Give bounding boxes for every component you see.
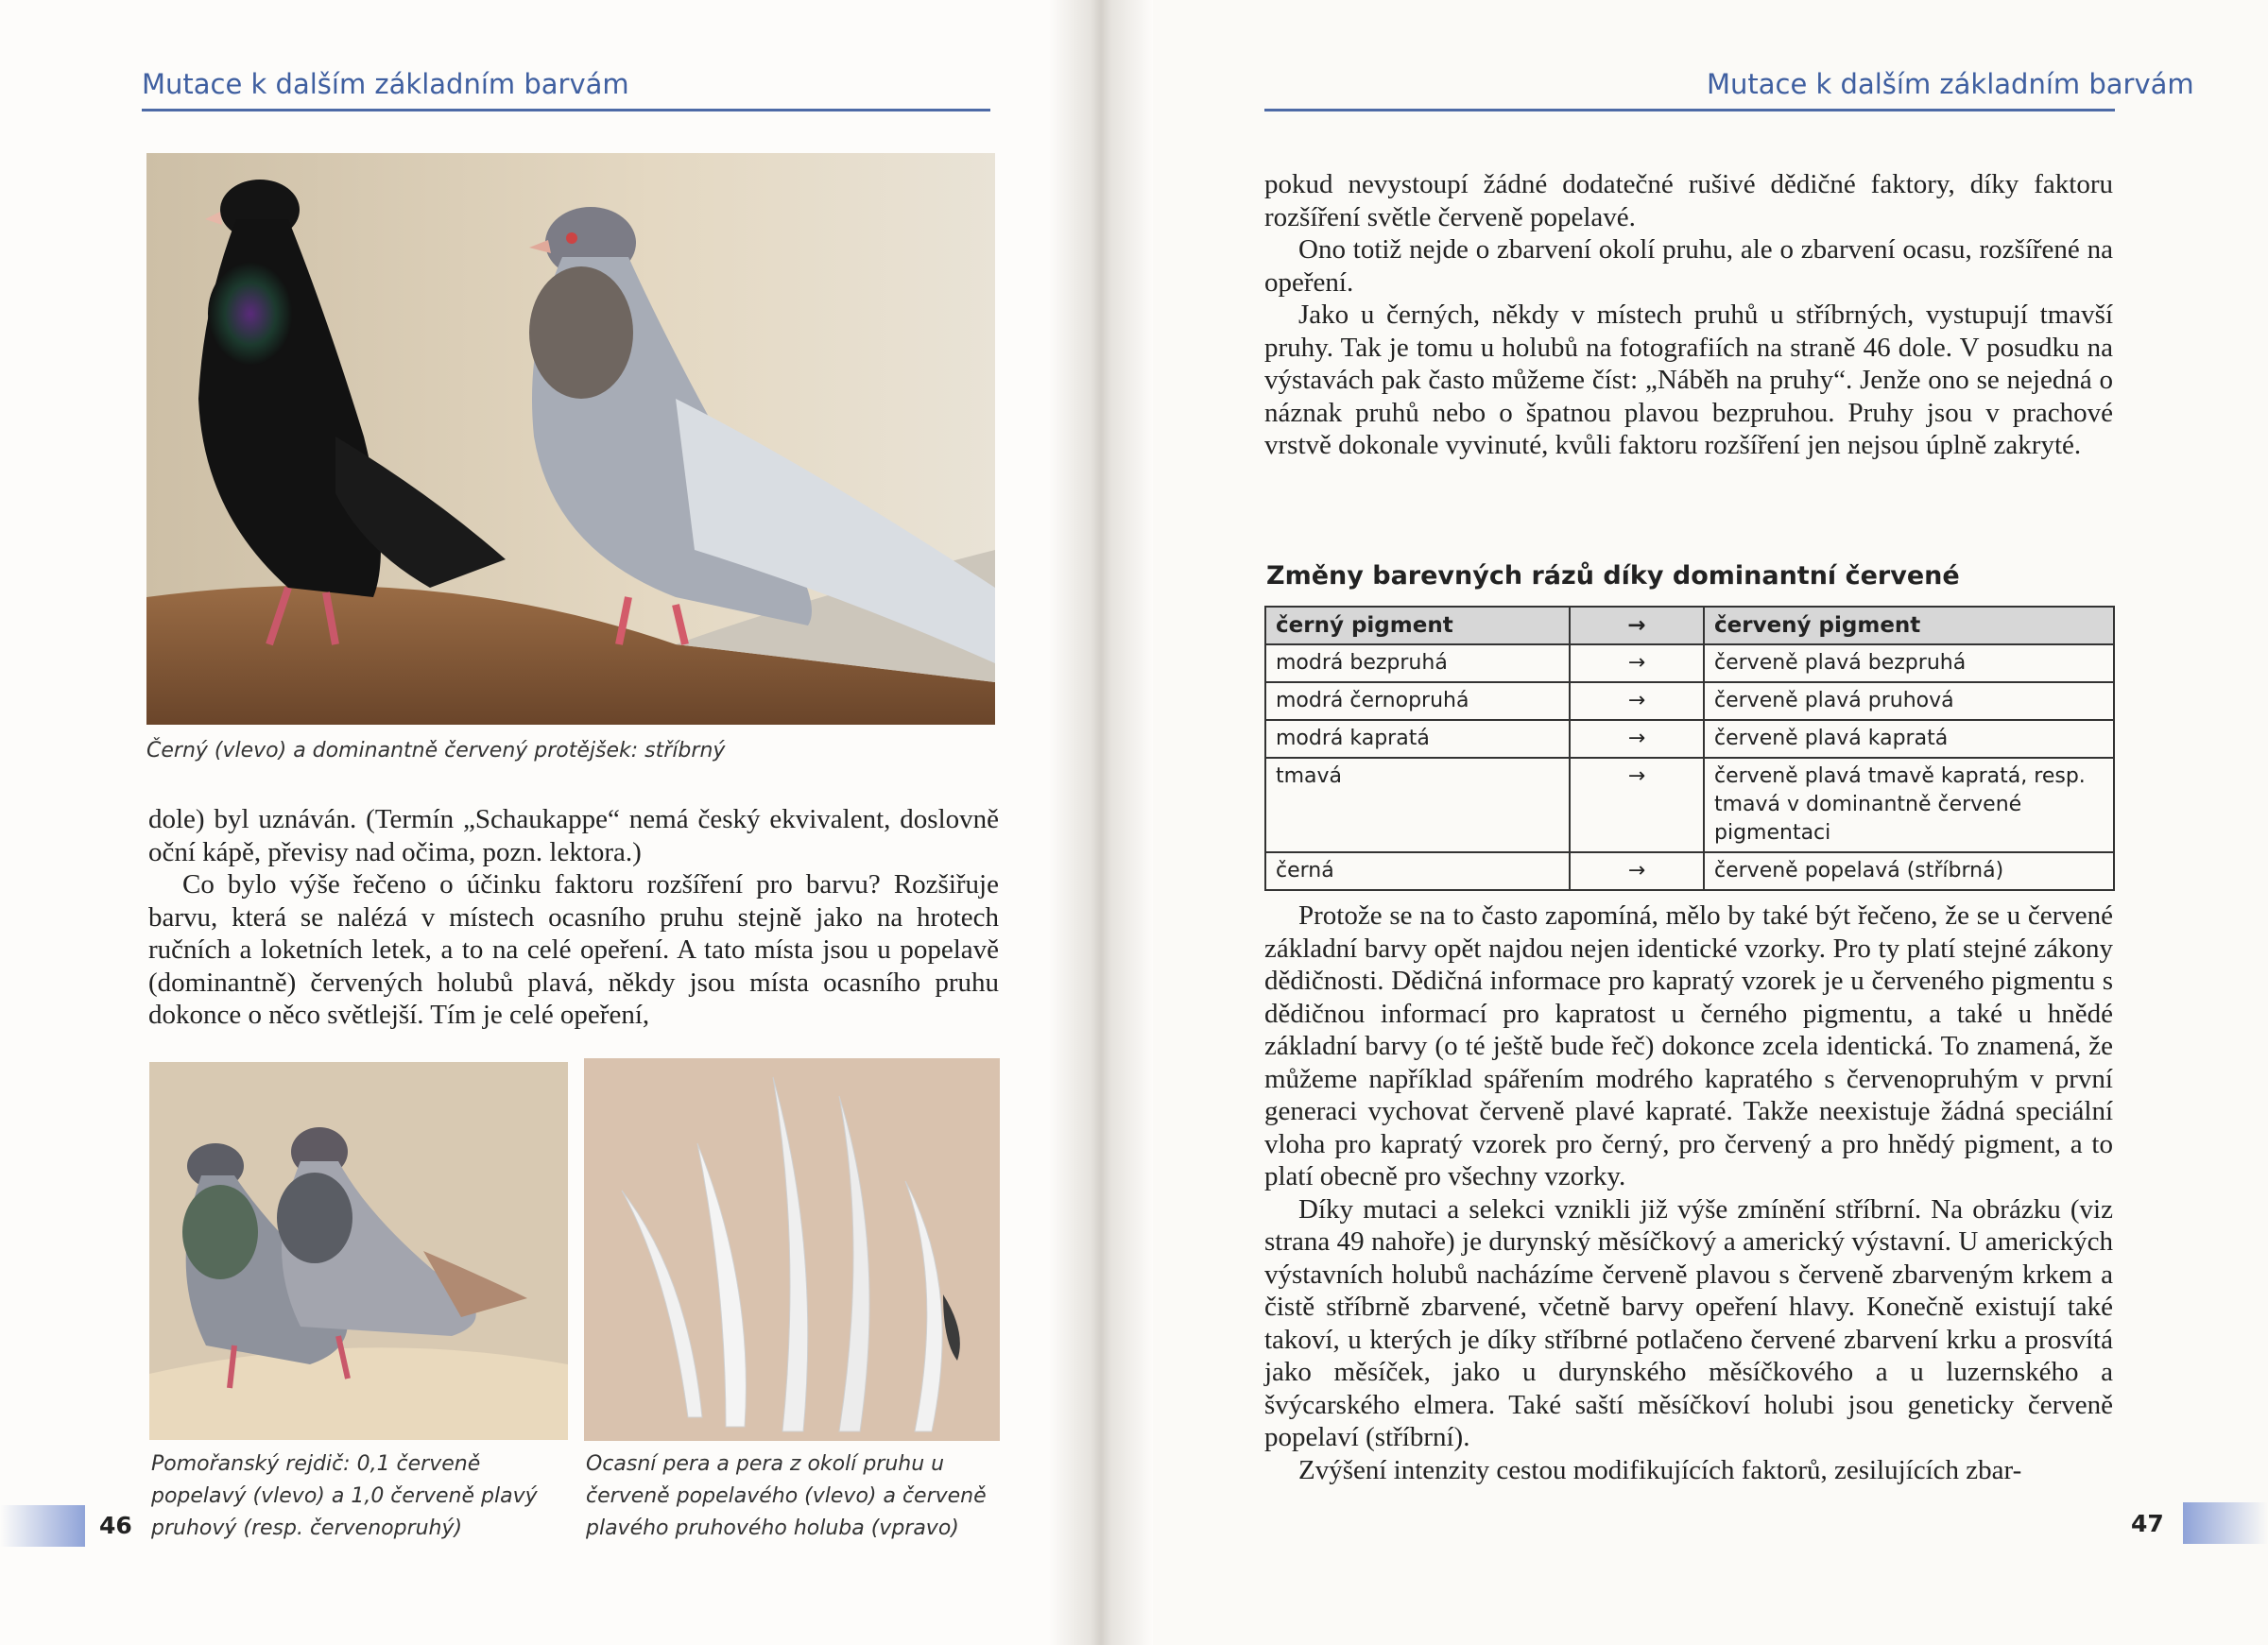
table-cell: modrá bezpruhá (1265, 644, 1570, 682)
arrow-icon: → (1570, 852, 1704, 890)
left-running-head: Mutace k dalším základním barvám (142, 68, 629, 100)
left-paragraph-2: Co bylo výše řečeno o účinku faktoru rozšíření pro barvu? Rozšiřuje barvu, která se nalézá v místech ocasního pruhu stejně jako na hrotech ručních a loketních letek, a to na celé opeření. A tato místa jsou u popelavě (dominantně) červených holubů plavá, někdy jsou místa ocasního pruhu dokonce o něco světlejší. Tím je celé opeření, (148, 869, 999, 1030)
right-paragraph-5: Díky mutaci a selekci vznikli již výše zmínění stříbrní. Na obrázku (viz strana 49 nahoře) je durynský měsíčkový a americký výstavní. U amerických výstavních holubů nacházíme červeně plavou s červeně zbarveným krkem a čistě stříbrně zbarvené, včetně barvy opeření hlavy. Konečně existují také takoví, u kterých je díky stříbrné potlačeno červené zbarvení krku a prosvítá jako měsíček, jako u durynského měsíčkového a u luzernského a švýcarského elmera. Také saští měsíčkoví holubi jsou geneticky červeně popelaví (stříbrní). (1264, 1193, 2113, 1452)
photo-tail-feathers-illustration (584, 1058, 1000, 1441)
caption-bottom-right-photo: Ocasní pera a pera z okolí pruhu u červeně popelavého (vlevo) a červeně plavého pruhového holuba (vpravo) (586, 1452, 987, 1540)
photo-pomeranian-pigeons (149, 1062, 568, 1440)
right-body-text-top (1264, 168, 2113, 462)
right-page (1087, 0, 2268, 1645)
table-header-red-pigment: červený pigment (1704, 607, 2114, 644)
left-paragraph-1: dole) byl uznáván. (Termín „Schaukappe“ nemá český ekvivalent, doslovně oční kápě, převisy nad očima, pozn. lektora.) (148, 804, 999, 867)
arrow-icon: → (1570, 720, 1704, 758)
table-cell: červeně plavá bezpruhá (1704, 644, 2114, 682)
table-header-black-pigment: černý pigment (1265, 607, 1570, 644)
left-body-text (148, 803, 999, 1032)
left-page (0, 0, 1087, 1645)
table-row (1265, 720, 2114, 758)
section-title: Změny barevných rázů díky dominantní červené (1266, 561, 1960, 591)
table-row (1265, 852, 2114, 890)
caption-bottom-left-photo: Pomořanský rejdič: 0,1 červeně popelavý (vlevo) a 1,0 červeně plavý pruhový (resp. červenopruhý) (151, 1452, 538, 1540)
table-cell: černá (1265, 852, 1570, 890)
arrow-icon: → (1570, 758, 1704, 852)
table-row (1265, 682, 2114, 720)
right-page-tab-mark (2183, 1502, 2268, 1544)
table-cell: modrá černopruhá (1265, 682, 1570, 720)
right-paragraph-6: Zvýšení intenzity cestou modifikujících faktorů, zesilujících zbar- (1298, 1454, 2022, 1485)
table-cell: červeně plavá tmavě kapratá, resp. tmavá v dominantně červené pigmentaci (1704, 758, 2114, 852)
arrow-icon: → (1570, 644, 1704, 682)
arrow-icon: → (1570, 682, 1704, 720)
right-body-text-bottom (1264, 900, 2113, 1486)
right-running-head: Mutace k dalším základním barvám (1707, 68, 2194, 100)
table-cell: modrá kapratá (1265, 720, 1570, 758)
right-paragraph-2: Ono totiž nejde o zbarvení okolí pruhu, ale o zbarvení ocasu, rozšířené na opeření. (1264, 234, 2113, 298)
right-head-rule (1264, 109, 2115, 111)
photo-tail-feathers (584, 1058, 1000, 1441)
caption-top-photo: Černý (vlevo) a dominantně červený protějšek: stříbrný (146, 739, 726, 763)
table-cell: červeně plavá pruhová (1704, 682, 2114, 720)
photo-black-and-silver-pigeons (146, 153, 995, 725)
table-cell: červeně plavá kapratá (1704, 720, 2114, 758)
left-page-tab-mark (0, 1505, 85, 1547)
table-row (1265, 758, 2114, 852)
table-cell: tmavá (1265, 758, 1570, 852)
table-header-row (1265, 607, 2114, 644)
left-page-number: 46 (99, 1512, 132, 1539)
photo-pomeranian-pigeons-illustration (149, 1062, 568, 1440)
right-page-number: 47 (2131, 1510, 2164, 1537)
table-header-arrow: → (1570, 607, 1704, 644)
right-paragraph-1: pokud nevystoupí žádné dodatečné rušivé dědičné faktory, díky faktoru rozšíření světle červeně popelavé. (1264, 169, 2113, 232)
right-paragraph-3: Jako u černých, někdy v místech pruhů u stříbrných, vystupují tmavší pruhy. Tak je tomu u holubů na fotografiích na straně 46 dole. V posudku na výstavách pak často můžeme číst: „Náběh na pruhy“. Jenže ono se nejedná o náznak pruhů nebo o špatnou plavou bezpruhou. Pruhy jsou v prachové vrstvě dokonale vyvinuté, kvůli faktoru rozšíření jen nejsou úplně zakryté. (1264, 300, 2113, 460)
table-row (1265, 644, 2114, 682)
left-head-rule (142, 109, 990, 111)
photo-black-and-silver-pigeons-illustration (146, 153, 995, 725)
table-cell: červeně popelavá (stříbrná) (1704, 852, 2114, 890)
color-change-table (1264, 606, 2115, 891)
right-paragraph-4: Protože se na to často zapomíná, mělo by také být řečeno, že se u červené základní barvy opět najdou nejen identické vzorky. Pro ty platí stejné zákony dědičnosti. Dědičná informace pro kapratý vzorek je u červeného pigmentu s dědičnou informací pro kapratost u černého pigmentu, a také u hnědé základní barvy (o té ještě bude řeč) dokonce zcela identická. To znamená, že můžeme například spářením modrého kapratého s červenopruhým v první generaci vychovat červeně plavé kapraté. Takže neexistuje žádná speciální vloha pro kapratý vzorek pro černý, pro červený a pro hnědý pigment, a to platí obecně pro všechny vzorky. (1264, 900, 2113, 1191)
